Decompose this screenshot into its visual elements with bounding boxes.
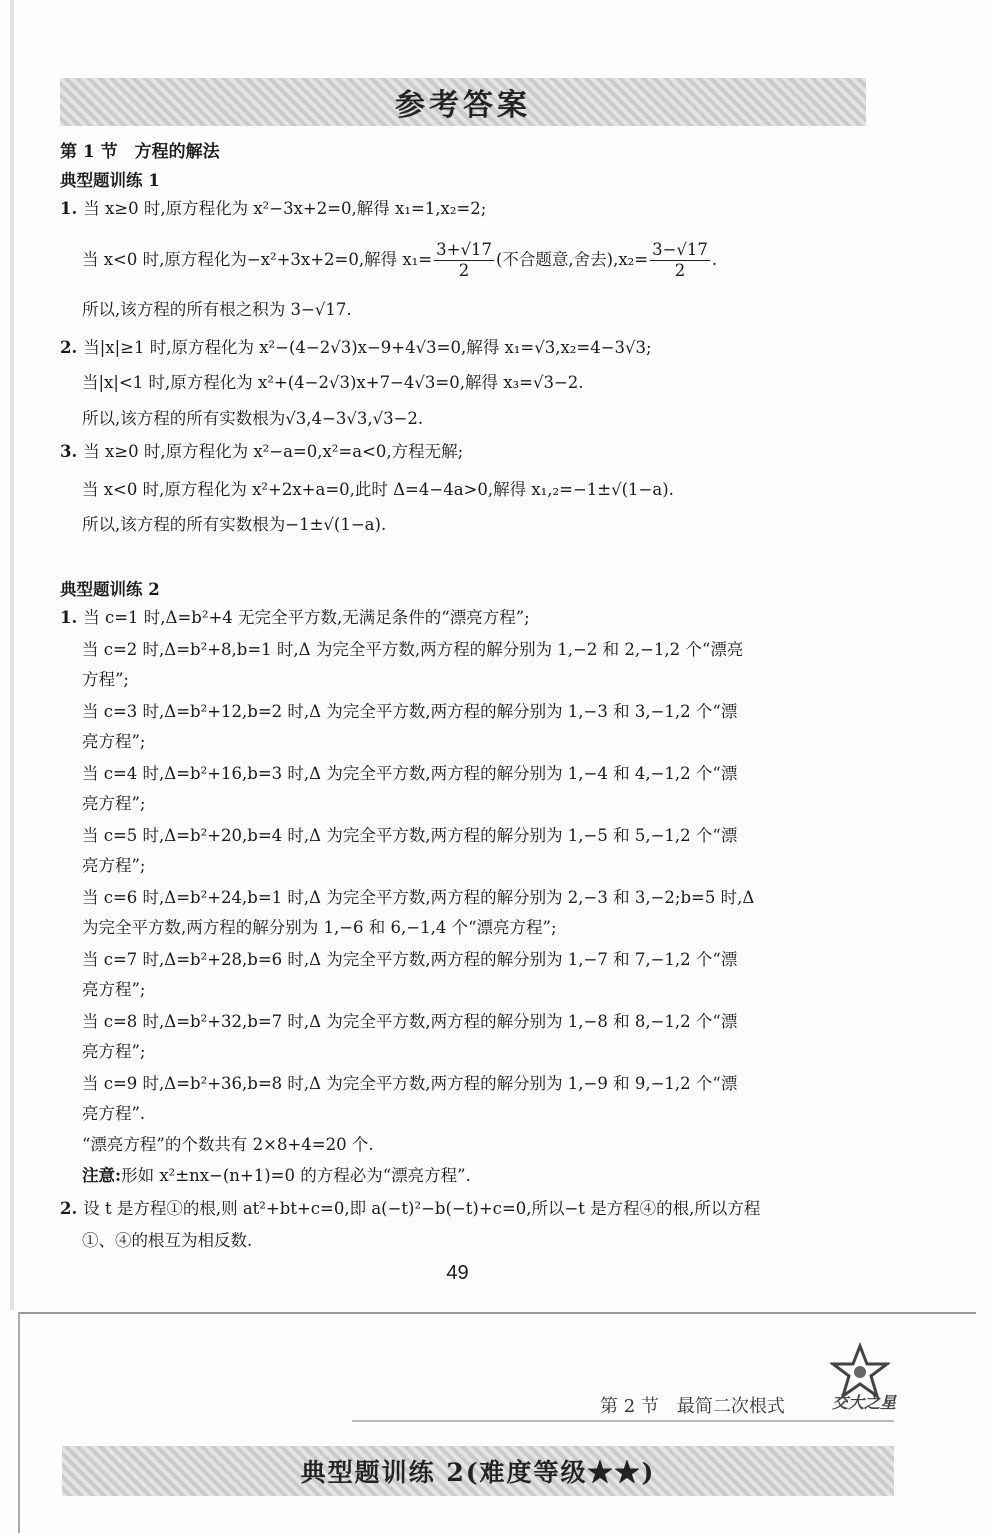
page-edge: [10, 0, 14, 1310]
answer-line: 所以,该方程的所有实数根为−1±√(1−a).: [82, 515, 387, 534]
answer-line: 为完全平方数,两方程的解分别为 1,−6 和 6,−1,4 个“漂亮方程”;: [82, 918, 557, 937]
part2-title: 典型题训练 2: [60, 580, 160, 599]
answer-line: 当 c=9 时,Δ=b²+36,b=8 时,Δ 为完全平方数,两方程的解分别为 1,−9 和 9,−1,2 个“漂: [82, 1074, 738, 1093]
header-rule: [352, 1420, 894, 1422]
answer-banner: [60, 78, 866, 126]
answer-line: 1. 当 c=1 时,Δ=b²+4 无完全平方数,无满足条件的“漂亮方程”;: [60, 608, 530, 627]
part1-title: 典型题训练 1: [60, 171, 160, 190]
answer-line: 2. 当|x|≥1 时,原方程化为 x²−(4−2√3)x−9+4√3=0,解得 x₁=√3,x₂=4−3√3;: [60, 338, 652, 357]
fraction: $\frac{3+√17}{2}$: [436, 240, 492, 280]
answer-line: 1. 当 x≥0 时,原方程化为 x²−3x+2=0,解得 x₁=1,x₂=2;: [60, 199, 487, 218]
answer-line: 3. 当 x≥0 时,原方程化为 x²−a=0,x²=a<0,方程无解;: [60, 442, 464, 461]
next-section-header: 第 2 节 最简二次根式: [600, 1396, 785, 1417]
answer-line: 当 c=8 时,Δ=b²+32,b=7 时,Δ 为完全平方数,两方程的解分别为 1,−8 和 8,−1,2 个“漂: [82, 1012, 738, 1031]
section-title: 第 1 节 方程的解法: [60, 142, 220, 162]
answer-line: 当 c=3 时,Δ=b²+12,b=2 时,Δ 为完全平方数,两方程的解分别为 1,−3 和 3,−1,2 个“漂: [82, 702, 738, 721]
answer-line: 当|x|<1 时,原方程化为 x²+(4−2√3)x+7−4√3=0,解得 x₃=√3−2.: [82, 373, 584, 392]
answer-line: 所以,该方程的所有根之积为 3−√17.: [82, 300, 352, 319]
answer-line: 当 c=4 时,Δ=b²+16,b=3 时,Δ 为完全平方数,两方程的解分别为 1,−4 和 4,−1,2 个“漂: [82, 764, 738, 783]
answer-line: 亮方程”;: [82, 980, 146, 999]
answer-line: 2. 设 t 是方程①的根,则 at²+bt+c=0,即 a(−t)²−b(−t)+c=0,所以−t 是方程④的根,所以方程: [60, 1199, 761, 1218]
banner-title: 参考答案: [395, 88, 531, 123]
logo-text: 交大之星: [832, 1393, 897, 1412]
answer-line: 亮方程”.: [82, 1104, 146, 1123]
page-edge: [18, 1312, 20, 1533]
answer-line: 亮方程”;: [82, 1042, 146, 1061]
answer-line: 当 x<0 时,原方程化为 x²+2x+a=0,此时 Δ=4−4a>0,解得 x₁,₂=−1±√(1−a).: [82, 480, 674, 499]
training-banner: [62, 1446, 894, 1496]
page-divider: [18, 1312, 976, 1314]
answer-line-fraction: 当 x<0 时,原方程化为−x²+3x+2=0,解得 x₁= $\frac{3+√17}{2}$ (不合题意,舍去),x₂= $\frac{3-√17}{2}$ .: [82, 240, 718, 280]
answer-line: 当 c=6 时,Δ=b²+24,b=1 时,Δ 为完全平方数,两方程的解分别为 2,−3 和 3,−2;b=5 时,Δ: [82, 888, 755, 907]
answer-line: 当 c=2 时,Δ=b²+8,b=1 时,Δ 为完全平方数,两方程的解分别为 1,−2 和 2,−1,2 个“漂亮: [82, 640, 744, 659]
answer-line: ①、④的根互为相反数.: [82, 1231, 253, 1250]
answer-line: 当 c=5 时,Δ=b²+20,b=4 时,Δ 为完全平方数,两方程的解分别为 1,−5 和 5,−1,2 个“漂: [82, 826, 738, 845]
page-number: 49: [446, 1262, 469, 1284]
answer-line: 亮方程”;: [82, 732, 146, 751]
answer-line: 亮方程”;: [82, 856, 146, 875]
note-line: 注意:形如 x²±nx−(n+1)=0 的方程必为“漂亮方程”.: [82, 1166, 471, 1185]
answer-line: 亮方程”;: [82, 794, 146, 813]
answer-line: 所以,该方程的所有实数根为√3,4−3√3,√3−2.: [82, 409, 424, 428]
fraction: $\frac{3-√17}{2}$: [652, 240, 708, 280]
answer-line: “漂亮方程”的个数共有 2×8+4=20 个.: [82, 1135, 374, 1154]
answer-line: 当 c=7 时,Δ=b²+28,b=6 时,Δ 为完全平方数,两方程的解分别为 1,−7 和 7,−1,2 个“漂: [82, 950, 738, 969]
answer-line: 方程”;: [82, 670, 129, 689]
training-banner-title: 典型题训练 2(难度等级★★): [300, 1458, 656, 1487]
